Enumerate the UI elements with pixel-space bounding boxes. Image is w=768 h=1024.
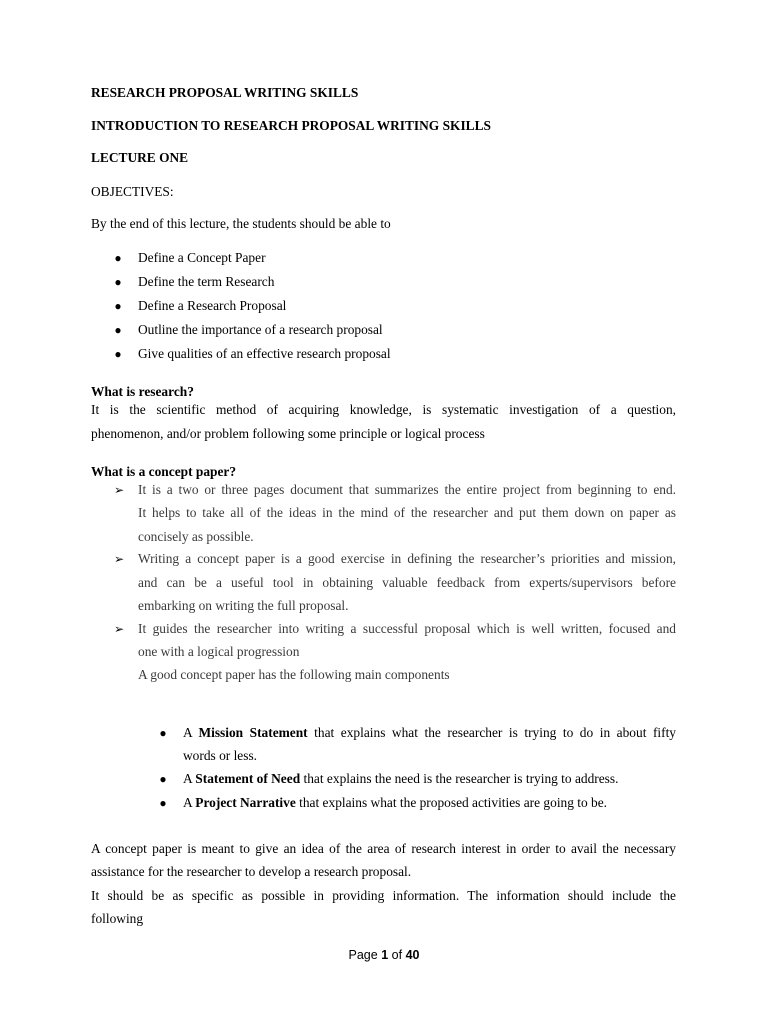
current-page-number: 1 [381,948,389,962]
component-item: A Mission Statement that explains what the researcher is trying to do in about fifty [183,725,676,740]
component-term: Statement of Need [195,771,301,786]
page-word: Page [348,948,378,962]
closing-paragraph-line: assistance for the researcher to develop a research proposal. [91,864,412,879]
closing-paragraph-line: A concept paper is meant to give an idea of the area of research interest in order to avail the necessary [91,841,676,856]
bullet-icon: ● [114,347,122,361]
of-word: of [391,948,403,962]
component-item-continuation: words or less. [183,748,258,763]
objective-item: Give qualities of an effective research proposal [138,346,391,361]
objective-item: Define a Concept Paper [138,250,266,265]
concept-text-line: embarking on writing the full proposal. [138,598,349,613]
total-pages-number: 40 [405,948,420,962]
research-text-line: phenomenon, and/or problem following some principle or logical process [91,426,485,441]
components-intro: A good concept paper has the following main components [138,667,450,682]
concept-text-line: and can be a useful tool in obtaining valuable feedback from experts/supervisors before [138,575,676,590]
bullet-icon: ● [159,726,167,740]
document-title: RESEARCH PROPOSAL WRITING SKILLS [91,85,359,100]
arrow-bullet-icon: ➢ [114,552,125,566]
concept-text-line: one with a logical progression [138,644,300,659]
bullet-icon: ● [114,323,122,337]
page-footer [0,947,768,963]
closing-paragraph-line: following [91,911,144,926]
objective-item: Outline the importance of a research proposal [138,322,383,337]
research-text-line: It is the scientific method of acquiring knowledge, is systematic investigation of a question, [91,402,676,417]
concept-text-line: It guides the researcher into writing a successful proposal which is well written, focused and [138,621,676,636]
concept-text-line: It helps to take all of the ideas in the mind of the researcher and put them down on paper as [138,505,676,520]
component-item: A Project Narrative that explains what the proposed activities are going to be. [183,795,608,810]
lecture-title: LECTURE ONE [91,150,189,165]
component-term: Project Narrative [195,795,296,810]
objective-item: Define a Research Proposal [138,298,287,313]
bullet-icon: ● [159,796,167,810]
component-term: Mission Statement [198,725,308,740]
bullet-icon: ● [159,772,167,786]
concept-text-line: Writing a concept paper is a good exercise in defining the researcher’s priorities and mission, [138,551,676,566]
arrow-bullet-icon: ➢ [114,483,125,497]
intro-sentence: By the end of this lecture, the students should be able to [91,216,391,231]
bullet-icon: ● [114,299,122,313]
component-item: A Statement of Need that explains the need is the researcher is trying to address. [183,771,619,786]
closing-paragraph-line: It should be as specific as possible in providing information. The information should include the [91,888,676,903]
bullet-icon: ● [114,275,122,289]
section-title: INTRODUCTION TO RESEARCH PROPOSAL WRITING SKILLS [91,118,491,133]
concept-text-line: concisely as possible. [138,529,254,544]
objective-item: Define the term Research [138,274,275,289]
concept-text-line: It is a two or three pages document that summarizes the entire project from beginning to end. [138,482,676,497]
bullet-icon: ● [114,251,122,265]
concept-heading: What is a concept paper? [91,464,237,479]
objectives-label: OBJECTIVES: [91,184,174,199]
research-heading: What is research? [91,384,194,399]
arrow-bullet-icon: ➢ [114,622,125,636]
